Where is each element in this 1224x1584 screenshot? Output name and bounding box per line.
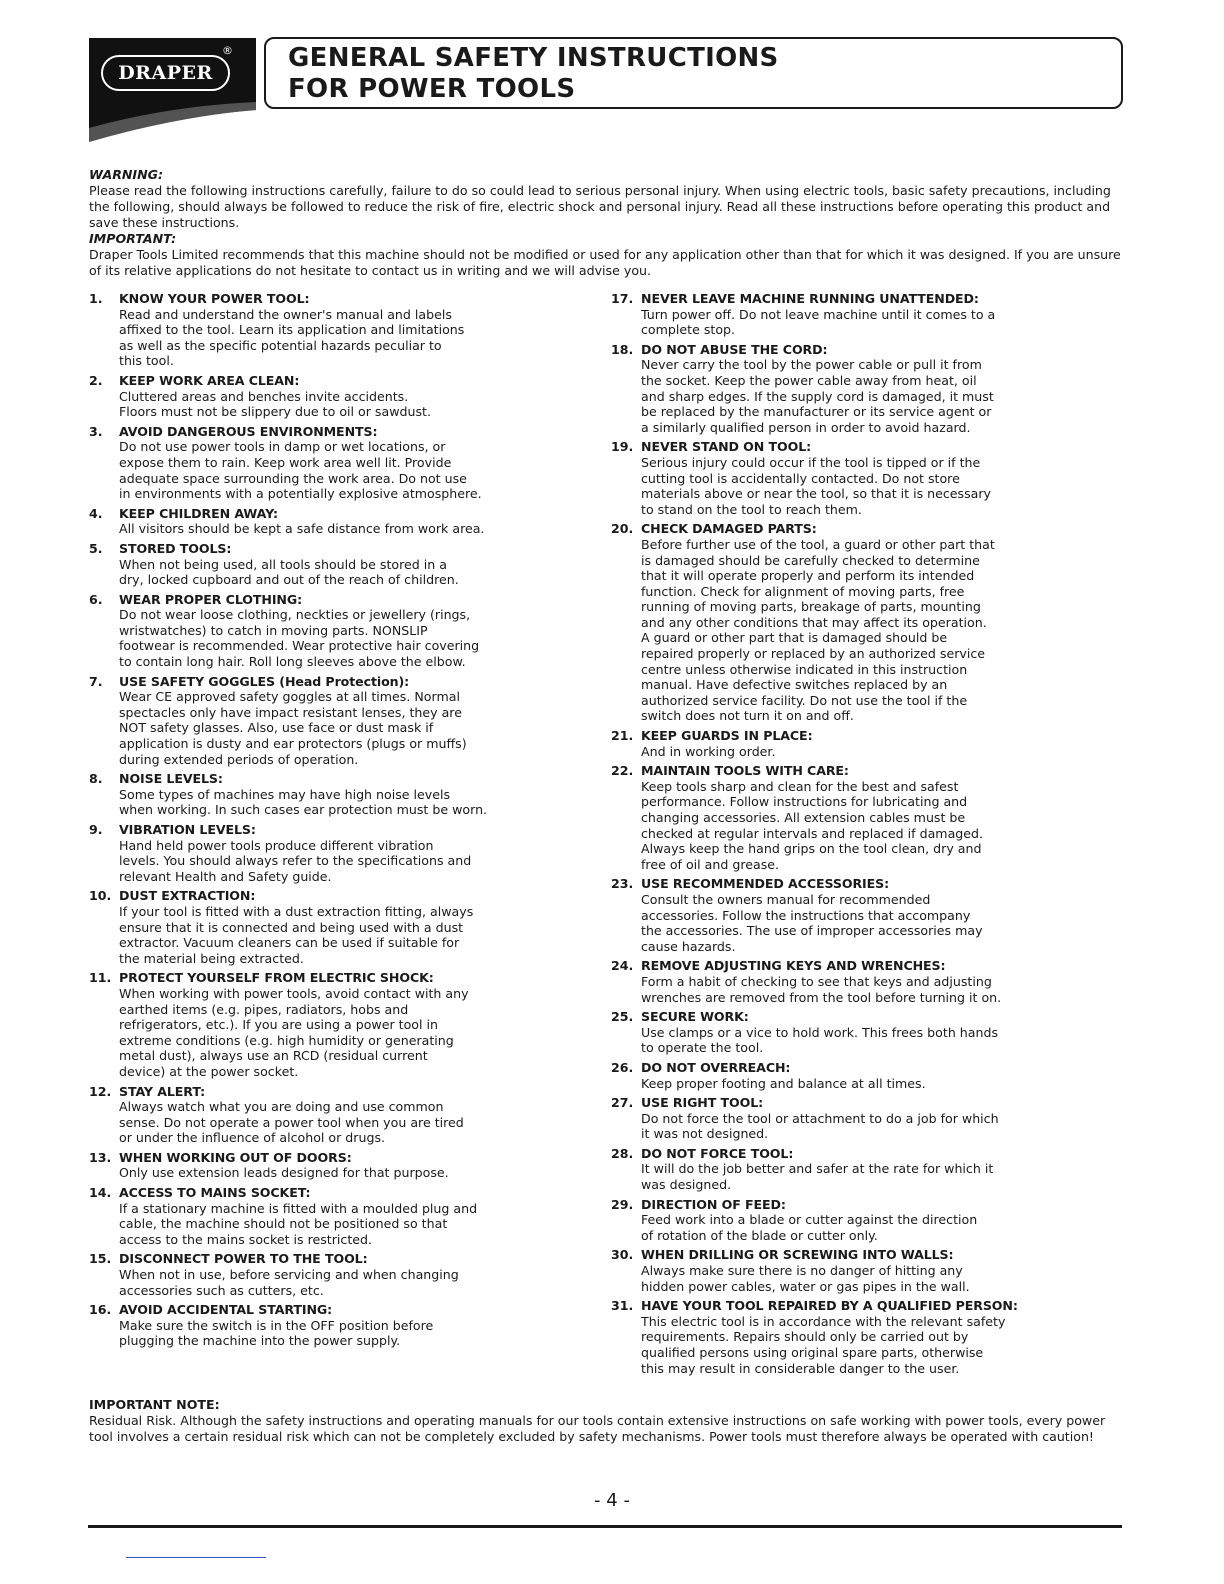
item-heading: STORED TOOLS: [119, 540, 232, 556]
important-note-section [89, 1397, 1129, 1445]
item-number: 29. [611, 1196, 634, 1212]
item-heading: VIBRATION LEVELS: [119, 822, 256, 837]
item-body: Wear CE approved safety goggles at all times. Normal spectacles only have impact resistant lenses, they are NOT safety glasses. Also, use face or dust mask if application is dusty and ear protectors (plugs or muffs) during extended periods of operation. [119, 689, 467, 767]
safety-item [89, 771, 539, 818]
item-number: 31. [611, 1298, 634, 1314]
safety-item [611, 958, 1051, 1005]
draper-logo: DRAPER [101, 55, 230, 91]
item-number: 13. [89, 1149, 112, 1165]
item-number: 9. [89, 822, 103, 837]
footer-divider [88, 1525, 1122, 1528]
item-body: Feed work into a blade or cutter against the direction of rotation of the blade or cutter only. [641, 1212, 978, 1243]
safety-item [89, 541, 539, 588]
registered-mark: ® [222, 44, 233, 57]
item-number: 28. [611, 1145, 634, 1161]
item-heading: ACCESS TO MAINS SOCKET: [119, 1185, 311, 1201]
item-body: If your tool is fitted with a dust extraction fitting, always ensure that it is connected and being used with a dust extractor. Vacuum cleaners can be used if suitable for the material being extracted. [119, 903, 474, 966]
item-number: 10. [89, 888, 112, 904]
item-number: 5. [89, 540, 103, 556]
safety-item [611, 728, 1051, 759]
intro-section [89, 167, 1129, 279]
item-heading: KEEP CHILDREN AWAY: [119, 505, 278, 521]
item-heading: KEEP GUARDS IN PLACE: [641, 728, 813, 744]
item-number: 26. [611, 1059, 634, 1075]
item-heading: PROTECT YOURSELF FROM ELECTRIC SHOCK: [119, 970, 434, 986]
item-heading: STAY ALERT: [119, 1083, 206, 1099]
safety-item [611, 876, 1051, 954]
item-body: When not in use, before servicing and when changing accessories such as cutters, etc. [119, 1267, 459, 1298]
right-column-list [611, 291, 1051, 1380]
item-number: 14. [89, 1185, 112, 1201]
safety-item [89, 592, 539, 670]
item-body: Read and understand the owner's manual and labels affixed to the tool. Learn its application and limitations as well as the specific potential hazards peculiar to this tool. [119, 306, 465, 369]
item-heading: DIRECTION OF FEED: [641, 1196, 786, 1212]
item-heading: KEEP WORK AREA CLEAN: [119, 372, 300, 388]
item-number: 7. [89, 673, 103, 689]
warning-text: Please read the following instructions carefully, failure to do so could lead to serious personal injury. When using electric tools, basic safety precautions, including the following, should always be followed to reduce the risk of fire, electric shock and personal injury. Read all these instructions before operating this product and save these instructions. [89, 183, 1111, 230]
footer-link-underline [126, 1557, 266, 1558]
item-body: Use clamps or a vice to hold work. This frees both hands to operate the tool. [641, 1024, 999, 1056]
item-body: This electric tool is in accordance with the relevant safety requirements. Repairs should only be carried out by qualified persons using original spare parts, otherwise this may result in considerable danger to the user. [641, 1313, 1006, 1376]
item-heading: AVOID DANGEROUS ENVIRONMENTS: [119, 423, 378, 439]
item-body: Always make sure there is no danger of hitting any hidden power cables, water or gas pipes in the wall. [641, 1263, 970, 1294]
item-body: Serious injury could occur if the tool is tipped or if the cutting tool is accidentally contacted. Do not store materials above or near the tool, so that it is necessary to stand on the tool to reach them. [641, 454, 992, 517]
item-number: 17. [611, 291, 634, 306]
page-number: - 4 - [594, 1490, 630, 1511]
item-number: 8. [89, 771, 103, 787]
item-body: If a stationary machine is fitted with a moulded plug and cable, the machine should not be positioned so that access to the mains socket is restricted. [119, 1200, 478, 1247]
item-number: 3. [89, 423, 103, 439]
item-body: Always watch what you are doing and use common sense. Do not operate a power tool when you are tired or under the influence of alcohol or drugs. [119, 1099, 464, 1146]
item-heading: USE RIGHT TOOL: [641, 1095, 764, 1111]
safety-item [611, 1247, 1051, 1294]
important-note-label: IMPORTANT NOTE: [89, 1397, 220, 1412]
item-number: 20. [611, 521, 634, 537]
item-number: 16. [89, 1302, 112, 1318]
item-heading: NEVER STAND ON TOOL: [641, 439, 812, 455]
safety-item [89, 373, 539, 420]
item-body: Before further use of the tool, a guard or other part that is damaged should be carefully checked to determine that it will operate properly and perform its intended function. Check for alignment of moving parts, free running of moving parts, breakage of parts, mounting and any other conditions that may affect its operation. A guard or other part that is damaged should be repaired properly or replaced by an authorized service centre unless otherwise indicated in this instruction manual. Have defective switches replaced by an authorized service facility. Do not use the tool if the switch does not turn it on and off. [641, 536, 995, 724]
safety-item [89, 888, 539, 966]
item-heading: USE RECOMMENDED ACCESSORIES: [641, 876, 890, 892]
item-number: 6. [89, 591, 103, 607]
safety-item [611, 1146, 1051, 1193]
item-heading: KNOW YOUR POWER TOOL: [119, 291, 310, 306]
item-number: 4. [89, 505, 103, 521]
item-body: It will do the job better and safer at the rate for which it was designed. [641, 1161, 994, 1193]
item-heading: DISCONNECT POWER TO THE TOOL: [119, 1251, 368, 1267]
item-heading: DO NOT FORCE TOOL: [641, 1145, 794, 1161]
item-heading: NOISE LEVELS: [119, 771, 223, 787]
item-number: 24. [611, 958, 634, 974]
item-body: Do not force the tool or attachment to do a job for which it was not designed. [641, 1110, 999, 1142]
item-heading: WHEN WORKING OUT OF DOORS: [119, 1149, 352, 1165]
item-number: 25. [611, 1009, 634, 1025]
item-heading: USE SAFETY GOGGLES (Head Protection): [119, 673, 410, 689]
item-body: Only use extension leads designed for that purpose. [119, 1165, 449, 1181]
item-body: When not being used, all tools should be stored in a dry, locked cupboard and out of the reach of children. [119, 556, 459, 588]
warning-label: WARNING: [89, 167, 164, 182]
safety-item [611, 1197, 1051, 1244]
item-heading: WEAR PROPER CLOTHING: [119, 591, 303, 607]
important-note-text: Residual Risk. Although the safety instructions and operating manuals for our tools contain extensive instructions on safe working with power tools, every power tool involves a certain residual risk which can not be completely excluded by safety mechanisms. Power tools must therefore always be operated with caution! [89, 1413, 1106, 1444]
item-number: 11. [89, 970, 112, 986]
item-number: 22. [611, 763, 634, 779]
item-heading: AVOID ACCIDENTAL STARTING: [119, 1302, 333, 1318]
item-body: Never carry the tool by the power cable or pull it from the socket. Keep the power cable away from heat, oil and sharp edges. If the supply cord is damaged, it must be replaced by the manufacturer or its service agent or a similarly qualified person in order to avoid hazard. [641, 357, 994, 435]
item-heading: DO NOT OVERREACH: [641, 1059, 791, 1075]
item-body: Consult the owners manual for recommended accessories. Follow the instructions that accompany the accessories. The use of improper accessories may cause hazards. [641, 891, 983, 954]
title-line-1: GENERAL SAFETY INSTRUCTIONS [288, 43, 779, 73]
safety-item [611, 1095, 1051, 1142]
left-column-list [89, 291, 539, 1353]
safety-item [89, 822, 539, 884]
item-body: Do not wear loose clothing, neckties or jewellery (rings, wristwatches) to catch in moving parts. NONSLIP footwear is recommended. Wear protective hair covering to contain long hair. Roll long sleeves above the elbow. [119, 607, 480, 670]
item-number: 30. [611, 1247, 634, 1263]
safety-item [89, 970, 539, 1079]
safety-item [89, 674, 539, 768]
safety-item [611, 439, 1051, 517]
item-number: 21. [611, 728, 634, 744]
safety-item [611, 1009, 1051, 1056]
title-line-2: FOR POWER TOOLS [288, 74, 576, 104]
item-body: Make sure the switch is in the OFF position before plugging the machine into the power supply. [119, 1317, 434, 1349]
page-title [264, 37, 1123, 109]
safety-item [89, 1251, 539, 1298]
item-body: And in working order. [641, 743, 776, 759]
safety-item [611, 521, 1051, 724]
safety-item [89, 1084, 539, 1146]
item-body: Turn power off. Do not leave machine until it comes to a complete stop. [641, 306, 996, 338]
item-heading: MAINTAIN TOOLS WITH CARE: [641, 763, 849, 779]
safety-item [611, 291, 1051, 338]
item-number: 1. [89, 291, 103, 306]
safety-item [611, 1060, 1051, 1091]
item-number: 2. [89, 372, 103, 388]
item-body: When working with power tools, avoid contact with any earthed items (e.g. pipes, radiators, hobs and refrigerators, etc.). If you are using a power tool in extreme conditions (e.g. high humidity or generating metal dust), always use an RCD (residual current device) at the power socket. [119, 985, 469, 1079]
item-number: 19. [611, 439, 634, 455]
safety-item [89, 424, 539, 502]
item-number: 12. [89, 1083, 112, 1099]
item-body: All visitors should be kept a safe distance from work area. [119, 521, 485, 537]
item-body: Keep tools sharp and clean for the best and safest performance. Follow instructions for lubricating and changing accessories. All extension cables must be checked at regular intervals and replaced if damaged. Always keep the hand grips on the tool clean, dry and free of oil and grease. [641, 778, 984, 872]
item-body: Form a habit of checking to see that keys and adjusting wrenches are removed from the tool before turning it on. [641, 973, 1002, 1005]
item-number: 18. [611, 341, 634, 357]
item-heading: SECURE WORK: [641, 1009, 749, 1025]
safety-item [611, 763, 1051, 872]
item-heading: WHEN DRILLING OR SCREWING INTO WALLS: [641, 1247, 954, 1263]
item-heading: NEVER LEAVE MACHINE RUNNING UNATTENDED: [641, 291, 979, 306]
safety-item [89, 291, 539, 369]
item-number: 23. [611, 876, 634, 892]
safety-item [89, 506, 539, 537]
item-number: 15. [89, 1251, 112, 1267]
safety-item [89, 1302, 539, 1349]
important-text: Draper Tools Limited recommends that this machine should not be modified or used for any application other than that for which it was designed. If you are unsure of its relative applications do not hesitate to contact us in writing and we will advise you. [89, 247, 1121, 278]
item-body: Do not use power tools in damp or wet locations, or expose them to rain. Keep work area well lit. Provide adequate space surrounding the work area. Do not use in environments with a potentially explosive atmosphere. [119, 439, 482, 502]
item-body: Hand held power tools produce different vibration levels. You should always refer to the specifications and relevant Health and Safety guide. [119, 837, 472, 884]
safety-item [89, 1185, 539, 1247]
item-body: Keep proper footing and balance at all times. [641, 1075, 926, 1091]
safety-item [611, 342, 1051, 436]
item-body: Cluttered areas and benches invite accidents. Floors must not be slippery due to oil or sawdust. [119, 388, 431, 420]
item-heading: CHECK DAMAGED PARTS: [641, 521, 817, 537]
item-number: 27. [611, 1095, 634, 1111]
safety-item [89, 1150, 539, 1181]
item-heading: DUST EXTRACTION: [119, 888, 256, 904]
item-body: Some types of machines may have high noise levels when working. In such cases ear protection must be worn. [119, 786, 488, 818]
important-label: IMPORTANT: [89, 231, 177, 246]
safety-item [611, 1298, 1051, 1376]
item-heading: DO NOT ABUSE THE CORD: [641, 341, 828, 357]
item-heading: HAVE YOUR TOOL REPAIRED BY A QUALIFIED PERSON: [641, 1298, 1018, 1314]
item-heading: REMOVE ADJUSTING KEYS AND WRENCHES: [641, 958, 946, 974]
